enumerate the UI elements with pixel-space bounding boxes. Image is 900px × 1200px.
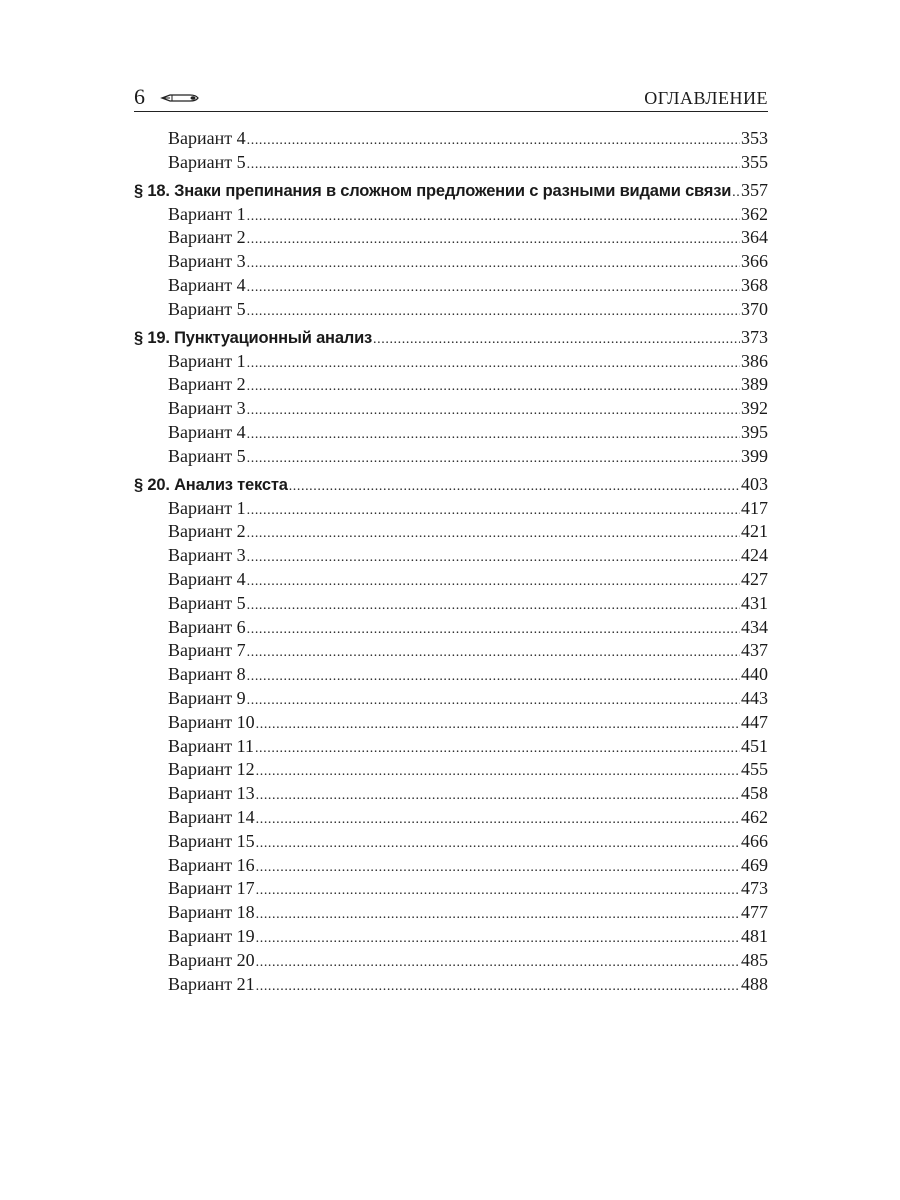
toc-entry-title: Вариант 14 (168, 806, 255, 827)
toc-entry-title: Вариант 6 (168, 616, 246, 637)
dot-leader (256, 830, 740, 856)
toc-entry-title: Вариант 1 (168, 203, 246, 224)
toc-entry (134, 373, 768, 397)
toc-entry-title: Вариант 8 (168, 664, 246, 685)
toc-entry-page: 362 (741, 203, 768, 224)
toc-entry-page: 458 (741, 783, 768, 804)
toc-entry-title: Вариант 1 (168, 350, 246, 371)
toc-entry-page: 368 (741, 274, 768, 295)
toc-entry-title: Вариант 10 (168, 711, 255, 732)
toc-entry-page: 469 (741, 854, 768, 875)
toc-entry-page: 488 (741, 973, 768, 994)
toc-entry (134, 949, 768, 973)
toc-entry (134, 663, 768, 687)
toc-entry (134, 925, 768, 949)
toc-entry (134, 592, 768, 616)
dot-leader (247, 350, 740, 376)
toc-entry (134, 568, 768, 592)
toc-entry-title: Вариант 17 (168, 878, 255, 899)
toc-entry (134, 735, 768, 759)
toc-entry-page: 370 (741, 298, 768, 319)
dot-leader (289, 471, 740, 500)
toc-section-entry (134, 324, 768, 350)
dot-leader (247, 274, 740, 300)
toc-entry (134, 854, 768, 878)
toc-entry-page: 466 (741, 830, 768, 851)
dot-leader (247, 497, 740, 523)
toc-entry-page: 357 (741, 179, 768, 200)
toc-entry-page: 424 (741, 545, 768, 566)
toc-entry-title: Вариант 9 (168, 687, 246, 708)
dot-leader (247, 203, 740, 229)
toc-entry-page: 421 (741, 521, 768, 542)
toc-entry-page: 434 (741, 616, 768, 637)
toc-entry (134, 445, 768, 469)
toc-entry (134, 639, 768, 663)
toc-entry-page: 403 (741, 473, 768, 494)
toc-entry-page: 395 (741, 421, 768, 442)
toc-entry-title: Вариант 5 (168, 445, 246, 466)
toc-entry-title: Вариант 19 (168, 925, 255, 946)
dot-leader (247, 520, 740, 546)
toc-entry-title: Вариант 4 (168, 274, 246, 295)
toc-section-entry (134, 177, 768, 203)
toc-entry-page: 443 (741, 687, 768, 708)
toc-entry-title: § 20. Анализ текста (134, 475, 288, 494)
toc-entry-page: 481 (741, 925, 768, 946)
pen-ornament-icon (160, 91, 200, 105)
dot-leader (247, 592, 740, 618)
dot-leader (256, 949, 740, 975)
toc-entry (134, 421, 768, 445)
toc-entry-page: 373 (741, 326, 768, 347)
toc-entry (134, 830, 768, 854)
dot-leader (255, 735, 740, 761)
toc-entry (134, 973, 768, 997)
toc-entry-page: 364 (741, 227, 768, 248)
toc-entry-page: 485 (741, 949, 768, 970)
toc-entry (134, 877, 768, 901)
dot-leader (732, 177, 740, 206)
toc-entry-title: Вариант 13 (168, 783, 255, 804)
dot-leader (256, 854, 740, 880)
toc-entry-page: 462 (741, 806, 768, 827)
dot-leader (247, 568, 740, 594)
toc-entry-page: 355 (741, 151, 768, 172)
toc-entry (134, 298, 768, 322)
toc-entry (134, 350, 768, 374)
dot-leader (256, 877, 740, 903)
dot-leader (247, 151, 740, 177)
toc-entry-title: Вариант 15 (168, 830, 255, 851)
toc-entry-page: 417 (741, 497, 768, 518)
dot-leader (247, 373, 740, 399)
dot-leader (247, 421, 740, 447)
toc-entry-page: 431 (741, 592, 768, 613)
toc-entry (134, 758, 768, 782)
toc-entry-title: Вариант 3 (168, 251, 246, 272)
toc-entry (134, 616, 768, 640)
dot-leader (247, 544, 740, 570)
toc-entry (134, 151, 768, 175)
toc-entry-title: Вариант 1 (168, 497, 246, 518)
dot-leader (247, 687, 740, 713)
toc-entry-title: § 19. Пунктуационный анализ (134, 328, 373, 347)
dot-leader (256, 711, 740, 737)
page-number: 6 (134, 84, 145, 109)
toc-entry-title: Вариант 5 (168, 592, 246, 613)
toc-entry-title: Вариант 11 (168, 735, 254, 756)
toc-entry-title: Вариант 18 (168, 902, 255, 923)
dot-leader (373, 324, 740, 353)
toc-entry-page: 451 (741, 735, 768, 756)
running-title: ОГЛАВЛЕНИЕ (644, 88, 768, 108)
dot-leader (256, 973, 740, 999)
toc-entry-page: 473 (741, 878, 768, 899)
toc-entry-title: Вариант 3 (168, 398, 246, 419)
dot-leader (247, 226, 740, 252)
dot-leader (256, 901, 740, 927)
toc-entry-title: Вариант 4 (168, 128, 246, 148)
dot-leader (256, 782, 740, 808)
toc-entry (134, 711, 768, 735)
toc-entry-page: 353 (741, 128, 768, 148)
dot-leader (247, 663, 740, 689)
toc-entry-page: 427 (741, 568, 768, 589)
toc-entry-page: 386 (741, 350, 768, 371)
toc-entry-page: 389 (741, 374, 768, 395)
dot-leader (247, 616, 740, 642)
toc-entry-title: Вариант 5 (168, 151, 246, 172)
toc-entry (134, 226, 768, 250)
toc-entry-title: Вариант 2 (168, 521, 246, 542)
toc-entry-page: 440 (741, 664, 768, 685)
toc-entry-page: 455 (741, 759, 768, 780)
dot-leader (247, 639, 740, 665)
toc-entry-title: Вариант 20 (168, 949, 255, 970)
dot-leader (247, 298, 740, 324)
toc-entry (134, 687, 768, 711)
dot-leader (247, 445, 740, 471)
header-rule (134, 111, 768, 112)
toc-entry-title: Вариант 12 (168, 759, 255, 780)
toc-entry-title: Вариант 4 (168, 568, 246, 589)
toc-entry (134, 544, 768, 568)
toc-entry-title: Вариант 7 (168, 640, 246, 661)
toc-entry-page: 447 (741, 711, 768, 732)
toc-entry-title: Вариант 21 (168, 973, 255, 994)
toc-entry (134, 901, 768, 925)
page-header (134, 84, 768, 112)
toc-entry (134, 250, 768, 274)
toc-entry-title: Вариант 2 (168, 227, 246, 248)
table-of-contents (134, 127, 768, 996)
toc-entry-page: 437 (741, 640, 768, 661)
toc-entry-title: Вариант 16 (168, 854, 255, 875)
toc-entry (134, 127, 768, 151)
toc-entry (134, 782, 768, 806)
toc-entry-page: 477 (741, 902, 768, 923)
toc-entry (134, 520, 768, 544)
toc-entry (134, 274, 768, 298)
toc-entry (134, 497, 768, 521)
toc-entry-title: § 18. Знаки препинания в сложном предложении с разными видами связи (134, 181, 732, 200)
toc-entry (134, 397, 768, 421)
toc-entry (134, 203, 768, 227)
toc-entry-page: 392 (741, 398, 768, 419)
dot-leader (256, 925, 740, 951)
dot-leader (247, 250, 740, 276)
toc-entry-page: 366 (741, 251, 768, 272)
dot-leader (256, 758, 740, 784)
toc-entry (134, 806, 768, 830)
dot-leader (247, 127, 740, 153)
toc-entry-title: Вариант 3 (168, 545, 246, 566)
dot-leader (247, 397, 740, 423)
toc-section-entry (134, 471, 768, 497)
dot-leader (256, 806, 740, 832)
toc-entry-title: Вариант 4 (168, 421, 246, 442)
toc-entry-page: 399 (741, 445, 768, 466)
toc-entry-title: Вариант 5 (168, 298, 246, 319)
toc-entry-title: Вариант 2 (168, 374, 246, 395)
